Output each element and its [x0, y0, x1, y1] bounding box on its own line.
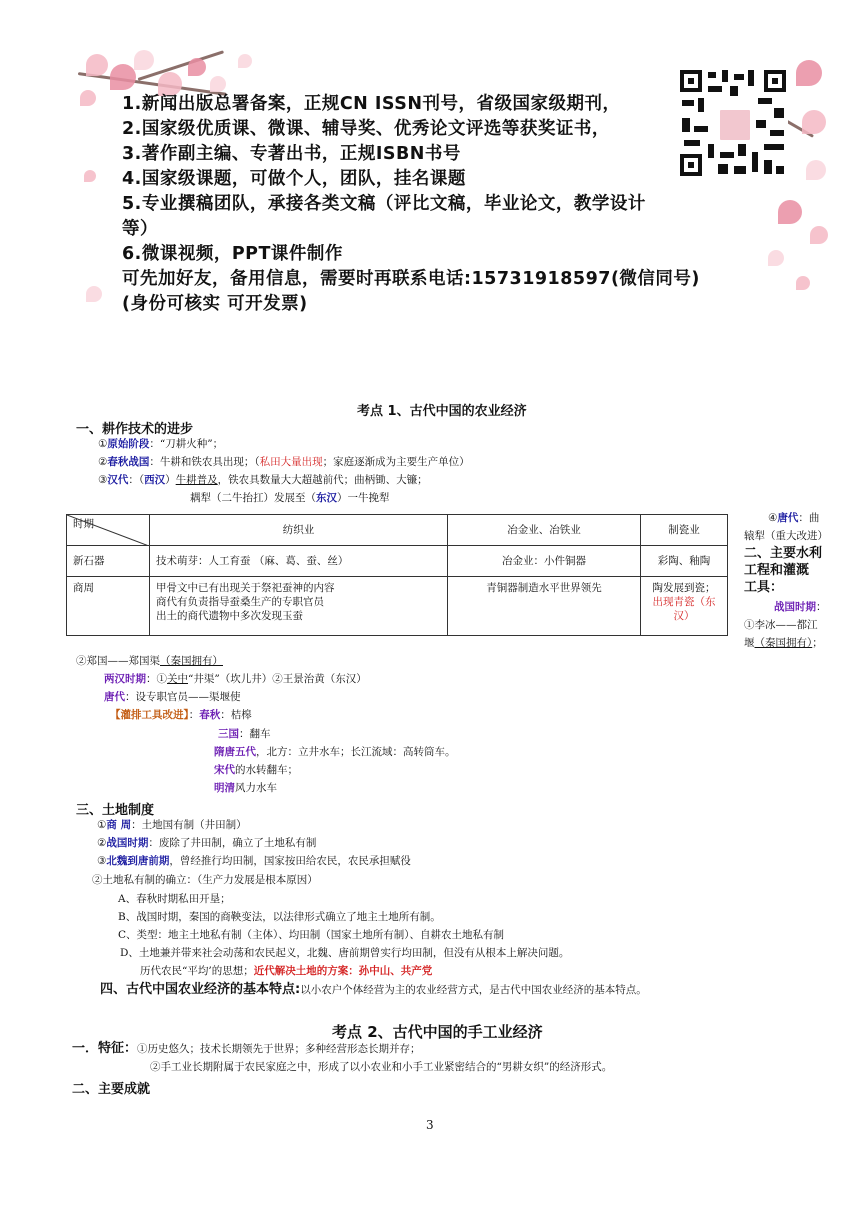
table-header-porcelain: 制瓷业 — [641, 515, 728, 546]
side-li-bing: ①李冰——都江 — [744, 619, 818, 631]
table-header-period: 时期 — [67, 515, 150, 546]
table-header-textile: 纺织业 — [150, 515, 448, 546]
water-line-4: 【灌排工具改进】：春秋：桔槔 — [110, 709, 252, 721]
water-line-1: ②郑国——郑国渠（秦国拥有） — [76, 655, 223, 667]
s3-item-d: D、土地兼并带来社会动荡和农民起义，北魏、唐前期曾实行均田制，但没有从根本上解决问题。 — [120, 947, 570, 959]
textile-line: 出土的商代遗物中多次发现玉蚕 — [156, 610, 303, 622]
handicraft-table — [66, 514, 728, 636]
s1-line-1: ①原始阶段：“刀耕火种”； — [98, 438, 224, 450]
section2-title: 考点 2、古代中国的手工业经济 — [332, 1023, 543, 1041]
ad-banner — [78, 50, 830, 325]
side-tang-line-2: 辕犁（重大改进） — [744, 530, 828, 542]
table-header-metal: 冶金业、冶铁业 — [448, 515, 641, 546]
s4-line: 四、古代中国农业经济的基本特点:以小农户个体经营为主的农业经营方式，是古代中国农业经济的基本特点。 — [100, 982, 647, 997]
banner-line-2: 2.国家级优质课、微课、辅导奖、优秀论文评选等获奖证书， — [122, 119, 610, 139]
water-line-7: 宋代的水转翻车； — [214, 764, 298, 776]
s3-item-e: 历代农民“平均’的思想；近代解决土地的方案：孙中山、共产党 — [140, 965, 433, 977]
side-heading-1: 二、主要水利 — [744, 546, 823, 561]
textile-line: 商代有负责指导蚕桑生产的专职官员 — [156, 596, 324, 608]
banner-line-7: 6.微课视频，PPT课件制作 — [122, 244, 343, 264]
table-cell-period: 商周 — [67, 577, 150, 636]
water-line-2: 两汉时期：①关中“井渠”（坎儿井）②王景治黄（东汉） — [104, 673, 367, 685]
banner-line-3: 3.著作副主编、专著出书，正规ISBN书号 — [122, 144, 461, 164]
banner-line-4: 4.国家级课题，可做个人，团队，挂名课题 — [122, 169, 466, 189]
s1-line-4: 耦犁（二牛抬扛）发展至（东汉）一牛挽犁 — [190, 492, 390, 504]
s1-line-3: ③汉代：（西汉）牛耕普及，铁农具数量大大超越前代；曲柄锄、大镰； — [98, 474, 428, 486]
side-tang-line: ④唐代：曲 — [768, 512, 820, 524]
table-cell-porcelain — [641, 577, 728, 636]
s3-line-4: ②土地私有制的确立：（生产力发展是根本原因） — [92, 874, 318, 886]
s3-item-a: A、春秋时期私田开垦； — [118, 893, 231, 905]
s3-heading: 三、土地制度 — [76, 803, 155, 818]
water-line-5: 三国：翻车 — [218, 728, 271, 740]
banner-line-6: 等） — [122, 219, 158, 239]
side-heading-2: 工程和灌溉 — [744, 563, 810, 578]
s3-item-c: C、类型：地主土地私有制（主体）、均田制（国家土地所有制）、自耕农土地私有制 — [118, 929, 505, 941]
banner-line-9: (身份可核实 可开发票) — [122, 294, 308, 314]
s2-feature-line-1: 一．特征：①历史悠久；技术长期领先于世界；多种经营形态长期并存； — [72, 1041, 421, 1056]
s1-line-2: ②春秋战国：牛耕和铁农具出现；（私田大量出现；家庭逐渐成为主要生产单位） — [98, 456, 470, 468]
banner-line-8: 可先加好友，备用信息，需要时再联系电话:15731918597(微信同号) — [122, 269, 700, 289]
table-cell-porcelain: 彩陶、釉陶 — [641, 546, 728, 577]
s3-line-2: ②战国时期：废除了井田制，确立了土地私有制 — [97, 837, 317, 849]
water-line-3: 唐代：设专职官员——渠堰使 — [104, 691, 241, 703]
water-line-6: 隋唐五代，北方：立井水车；长江流域：高转筒车。 — [214, 746, 456, 758]
table-cell-textile — [150, 577, 448, 636]
water-line-8: 明清风力水车 — [214, 782, 277, 794]
table-row — [67, 577, 728, 636]
page-number: 3 — [426, 1118, 434, 1132]
side-dujiangyan: 堰（秦国拥有）； — [744, 637, 823, 649]
banner-line-1: 1.新闻出版总署备案，正规CN ISSN刊号，省级国家级期刊， — [122, 94, 621, 114]
section1-title: 考点 1、古代中国的农业经济 — [357, 404, 527, 419]
table-header-row — [67, 515, 728, 546]
diagonal-line-icon — [67, 515, 149, 546]
s3-item-b: B、战国时期，秦国的商鞅变法，以法律形式确立了地主土地所有制。 — [118, 911, 441, 923]
table-row — [67, 546, 728, 577]
textile-line: 甲骨文中已有出现关于祭祀蚕神的内容 — [156, 582, 335, 594]
s2-heading-achievements: 二、主要成就 — [72, 1082, 151, 1097]
qr-code-icon — [678, 68, 788, 178]
table-cell-period: 新石器 — [67, 546, 150, 577]
side-heading-3: 工具： — [744, 580, 784, 595]
side-era: 战国时期： — [774, 601, 827, 613]
s2-feature-line-2: ②手工业长期附属于农民家庭之中，形成了以小农业和小手工业紧密结合的“男耕女织”的经济形式。 — [150, 1061, 613, 1073]
table-cell-textile: 技术萌芽：人工育蚕 （麻、葛、蚕、丝） — [150, 546, 448, 577]
banner-line-5: 5.专业撰稿团队，承接各类文稿（评比文稿，毕业论文，教学设计 — [122, 194, 646, 214]
table-cell-metal: 冶金业：小件铜器 — [448, 546, 641, 577]
table-cell-metal: 青铜器制造水平世界领先 — [448, 577, 641, 636]
s3-line-3: ③北魏到唐前期，曾经推行均田制，国家按田给农民，农民承担赋役 — [97, 855, 411, 867]
s3-line-1: ①商 周：土地国有制（井田制） — [97, 819, 247, 831]
s1-heading: 一、耕作技术的进步 — [76, 422, 194, 437]
porcelain-red-line: 出现青瓷（东汉） — [652, 596, 716, 622]
porcelain-line: 陶发展到瓷； — [652, 582, 716, 594]
